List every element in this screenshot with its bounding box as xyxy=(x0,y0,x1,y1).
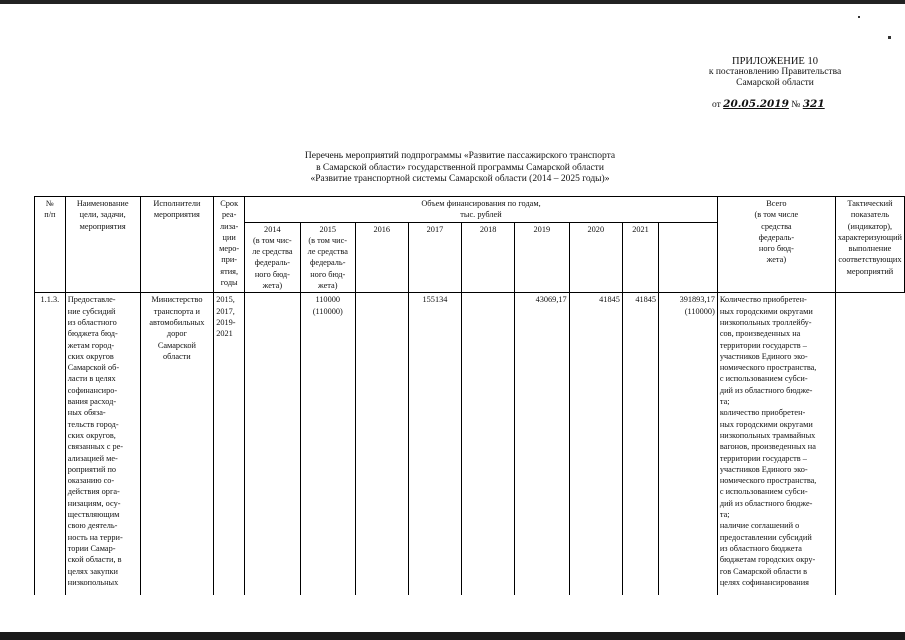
row-year-2019: 43069,17 xyxy=(514,293,569,596)
header-term: Срок реа- лиза- ции меро- при- ятия, годы xyxy=(214,197,245,293)
row-year-2015: 110000 (110000) xyxy=(300,293,355,596)
appendix-line-2: Самарской области xyxy=(736,78,814,88)
row-num: 1.1.3. xyxy=(35,293,66,596)
row-year-2016 xyxy=(355,293,408,596)
header-year-2016: 2016 xyxy=(355,222,408,293)
scan-speck xyxy=(858,16,860,18)
table-header-row xyxy=(35,197,905,223)
appendix-block xyxy=(650,56,900,89)
scan-top-edge xyxy=(0,0,905,4)
header-name: Наименование цели, задачи, мероприятия xyxy=(65,197,140,293)
row-year-2020: 41845 xyxy=(569,293,622,596)
title-line-3: «Развитие транспортной системы Самарской области (2014 – 2025 годы)» xyxy=(310,174,610,184)
row-indicator: Количество приобретен- ных городскими округами низкопольных троллейбу- сов, произведенных на территории государств – участников Единого эко- номического пространства, с использованием субси- дий из областного бюдже- та; количество приобретен- ных городскими округами низкопольных трамвайных вагонов, произведенных на территории государств – участников Единого эко- номического пространства, с использованием субси- дий из областного бюдже- та; наличие соглашений о предоставлении субсидий из областного бюджета бюджетам городских окру- гов Самарской области в целях софинансирования xyxy=(717,293,835,596)
scan-speck xyxy=(888,36,891,39)
document-title xyxy=(230,151,690,186)
header-total: Всего (в том числе средства федераль- ного бюд- жета) xyxy=(717,197,835,293)
header-year-2018: 2018 xyxy=(462,222,515,293)
header-year-2021: 2021 xyxy=(622,222,658,293)
title-line-1: Перечень мероприятий подпрограммы «Развитие пассажирского транспорта xyxy=(304,151,616,161)
order-date-line xyxy=(712,98,825,110)
row-total: 391893,17 (110000) xyxy=(659,293,718,596)
row-year-2017: 155134 xyxy=(408,293,462,596)
header-num: № п/п xyxy=(35,197,66,293)
row-year-2018 xyxy=(462,293,515,596)
header-executors: Исполнители мероприятия xyxy=(140,197,214,293)
measures-table xyxy=(34,196,905,595)
header-year-2014: 2014 (в том чис- ле средства федераль- ного бюд- жета) xyxy=(245,222,300,293)
number-prefix: № xyxy=(791,100,801,110)
scan-bottom-edge xyxy=(0,632,905,640)
table-row xyxy=(35,293,905,596)
header-year-2020: 2020 xyxy=(569,222,622,293)
title-line-2: в Самарской области» государственной программы Самарской области xyxy=(316,162,604,173)
row-term: 2015, 2017, 2019- 2021 xyxy=(214,293,245,596)
row-year-2021: 41845 xyxy=(622,293,658,596)
row-name: Предоставле- ние субсидий из областного бюджета бюд- жетам город- ских округов Самарской об- ласти в целях софинансиро- вания расход- ных обяза- тельств город- ских округов, связанных с ре- ализацией ме- роприятий по оказанию со- действия орга- низациям, осу- ществляющим свою деятель- ность на терри- тории Самар- ской области, в целях закупки низкопольных xyxy=(65,293,140,596)
header-year-2015: 2015 (в том чис- ле средства федераль- ного бюд- жета) xyxy=(300,222,355,293)
row-executors: Министерство транспорта и автомобильных дорог Самарской области xyxy=(140,293,214,596)
header-indicator: Тактический показатель (индикатор), характеризующий выполнение соответствующих мероприятий xyxy=(835,197,904,293)
handwritten-date: 20.05.2019 xyxy=(723,98,789,110)
header-year-2017: 2017 xyxy=(408,222,462,293)
handwritten-number: 321 xyxy=(802,98,825,110)
header-year-2019: 2019 xyxy=(514,222,569,293)
appendix-line-1: к постановлению Правительства xyxy=(708,67,842,77)
row-year-2014 xyxy=(245,293,300,596)
header-funding-group: Объем финансирования по годам, тыс. рублей xyxy=(245,197,718,223)
date-prefix: от xyxy=(712,100,721,110)
appendix-title: ПРИЛОЖЕНИЕ 10 xyxy=(732,56,818,67)
